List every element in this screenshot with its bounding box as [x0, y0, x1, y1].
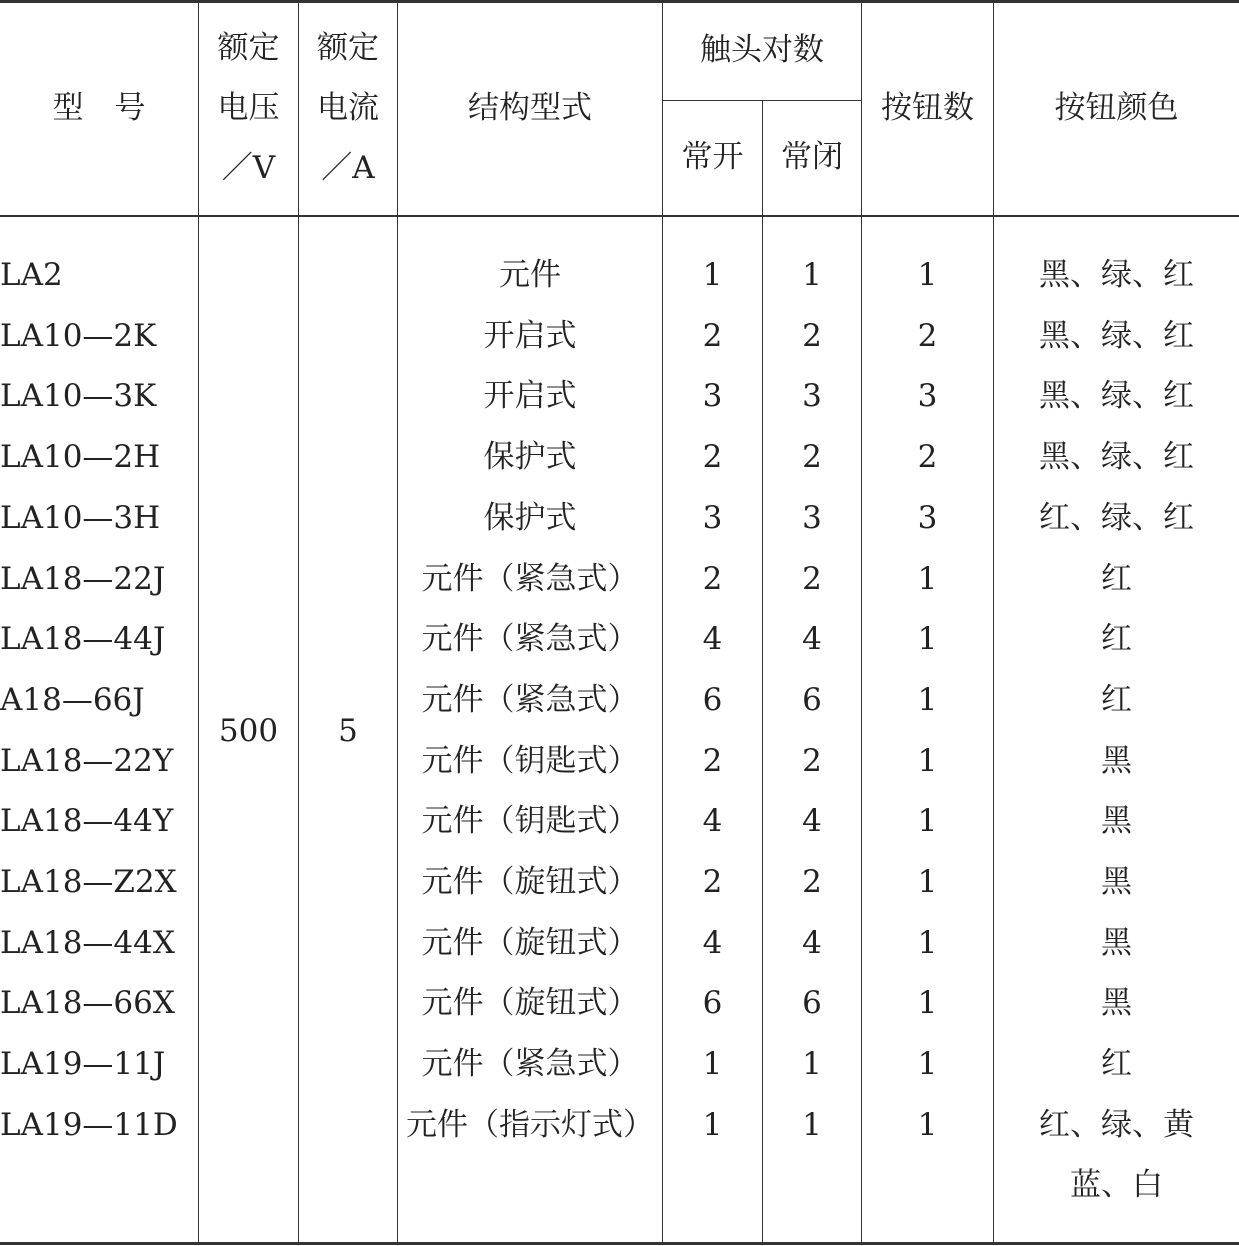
- cell-normally-open: 2: [702, 743, 723, 779]
- cell-normally-closed: 3: [802, 500, 822, 536]
- cell-model: LA10—2K: [0, 318, 157, 354]
- cell-model: A18—66J: [0, 682, 145, 718]
- cell-structure: 元件: [499, 257, 561, 293]
- cell-button-count: 1: [917, 803, 938, 839]
- cell-model: LA2: [0, 257, 63, 293]
- top-rule: [0, 0, 1239, 3]
- cell-button-count: 1: [917, 621, 938, 657]
- cell-normally-closed: 4: [802, 621, 822, 657]
- cell-structure: 保护式: [483, 439, 577, 475]
- cell-button-color: 黑: [1101, 925, 1132, 961]
- cell-model: LA10—2H: [0, 439, 161, 475]
- cell-structure: 保护式: [483, 500, 577, 536]
- header-voltage-line-2: 电压: [217, 90, 280, 126]
- cell-normally-open: 3: [702, 378, 723, 414]
- header-contacts: 触头对数: [700, 32, 824, 68]
- cell-normally-open: 2: [702, 864, 723, 900]
- cell-model: LA18—22Y: [0, 743, 174, 779]
- cell-button-count: 1: [917, 1107, 938, 1143]
- cell-structure: 元件（旋钮式）: [421, 985, 639, 1021]
- cell-structure: 元件（紧急式）: [421, 621, 639, 657]
- rated-current-value: 5: [338, 713, 358, 749]
- cell-normally-open: 4: [702, 803, 723, 839]
- header-voltage-line-1: 额定: [217, 30, 280, 66]
- cell-normally-closed: 2: [802, 743, 822, 779]
- cell-normally-closed: 6: [802, 682, 822, 718]
- header-normally-open: 常开: [681, 139, 744, 175]
- cell-structure: 元件（指示灯式）: [406, 1107, 654, 1143]
- cell-model: LA19—11D: [0, 1107, 178, 1143]
- cell-button-color: 红: [1101, 621, 1132, 657]
- cell-model: LA18—44X: [0, 925, 175, 961]
- cell-button-color: 黑、绿、红: [1039, 378, 1194, 414]
- cell-model: LA18—66X: [0, 985, 175, 1021]
- cell-normally-open: 2: [702, 439, 723, 475]
- cell-button-count: 3: [917, 378, 938, 414]
- color-continuation: 蓝、白: [1070, 1167, 1163, 1203]
- bottom-rule: [0, 1242, 1239, 1245]
- cell-structure: 开启式: [483, 378, 577, 414]
- cell-model: LA10—3H: [0, 500, 161, 536]
- header-button-color: 按钮颜色: [1054, 90, 1179, 126]
- cell-model: LA18—44J: [0, 621, 166, 657]
- cell-button-count: 3: [917, 500, 938, 536]
- cell-structure: 元件（钥匙式）: [421, 803, 639, 839]
- cell-button-count: 1: [917, 561, 938, 597]
- rated-voltage-value: 500: [218, 713, 279, 749]
- cell-normally-open: 4: [702, 621, 723, 657]
- cell-structure: 元件（钥匙式）: [421, 743, 639, 779]
- cell-structure: 元件（紧急式）: [421, 1046, 639, 1082]
- cell-model: LA19—11J: [0, 1046, 166, 1082]
- cell-button-color: 红、绿、黄: [1039, 1107, 1194, 1143]
- cell-button-color: 黑: [1101, 985, 1132, 1021]
- cell-normally-closed: 1: [802, 257, 822, 293]
- cell-button-count: 2: [917, 439, 938, 475]
- cell-button-color: 黑、绿、红: [1039, 318, 1194, 354]
- cell-button-color: 黑: [1101, 803, 1132, 839]
- cell-normally-open: 2: [702, 561, 723, 597]
- cell-button-color: 黑: [1101, 864, 1132, 900]
- cell-structure: 开启式: [483, 318, 577, 354]
- header-current-line-2: 电流: [317, 90, 379, 126]
- cell-model: LA18—22J: [0, 561, 166, 597]
- cell-button-count: 1: [917, 257, 938, 293]
- cell-normally-closed: 6: [802, 985, 822, 1021]
- cell-button-color: 红: [1101, 1046, 1132, 1082]
- cell-button-count: 2: [917, 318, 938, 354]
- cell-structure: 元件（紧急式）: [421, 561, 639, 597]
- cell-model: LA18—44Y: [0, 803, 174, 839]
- cell-normally-open: 1: [702, 257, 723, 293]
- cell-button-color: 红、绿、红: [1039, 500, 1194, 536]
- cell-structure: 元件（旋钮式）: [421, 864, 639, 900]
- cell-normally-closed: 2: [802, 864, 822, 900]
- cell-structure: 元件（旋钮式）: [421, 925, 639, 961]
- header-rule: [0, 215, 1239, 217]
- cell-button-color: 黑、绿、红: [1039, 257, 1194, 293]
- cell-normally-open: 1: [702, 1046, 723, 1082]
- cell-button-count: 1: [917, 985, 938, 1021]
- cell-button-color: 红: [1101, 682, 1132, 718]
- cell-button-color: 黑: [1101, 743, 1132, 779]
- cell-normally-closed: 2: [802, 318, 822, 354]
- cell-button-count: 1: [917, 682, 938, 718]
- cell-model: LA18—Z2X: [0, 864, 177, 900]
- cell-normally-closed: 3: [802, 378, 822, 414]
- header-current-unit: ／A: [321, 150, 375, 186]
- cell-normally-open: 6: [702, 985, 723, 1021]
- cell-normally-open: 3: [702, 500, 723, 536]
- cell-normally-open: 1: [702, 1107, 723, 1143]
- cell-normally-closed: 2: [802, 439, 822, 475]
- cell-normally-closed: 1: [802, 1046, 822, 1082]
- cell-model: LA10—3K: [0, 378, 157, 414]
- header-voltage-unit: ／V: [221, 150, 276, 186]
- header-normally-closed: 常闭: [781, 139, 843, 175]
- cell-button-count: 1: [917, 925, 938, 961]
- cell-normally-closed: 1: [802, 1107, 822, 1143]
- cell-structure: 元件（紧急式）: [421, 682, 639, 718]
- header-current-line-1: 额定: [317, 30, 379, 66]
- cell-normally-open: 4: [702, 925, 723, 961]
- cell-normally-open: 6: [702, 682, 723, 718]
- cell-normally-closed: 2: [802, 561, 822, 597]
- cell-normally-closed: 4: [802, 925, 822, 961]
- cell-normally-closed: 4: [802, 803, 822, 839]
- cell-normally-open: 2: [702, 318, 723, 354]
- header-button-count: 按钮数: [881, 90, 974, 126]
- cell-button-count: 1: [917, 1046, 938, 1082]
- cell-button-color: 红: [1101, 561, 1132, 597]
- cell-button-count: 1: [917, 864, 938, 900]
- header-model: 型 号: [52, 90, 146, 126]
- cell-button-color: 黑、绿、红: [1039, 439, 1194, 475]
- cell-button-count: 1: [917, 743, 938, 779]
- header-structure: 结构型式: [468, 90, 592, 126]
